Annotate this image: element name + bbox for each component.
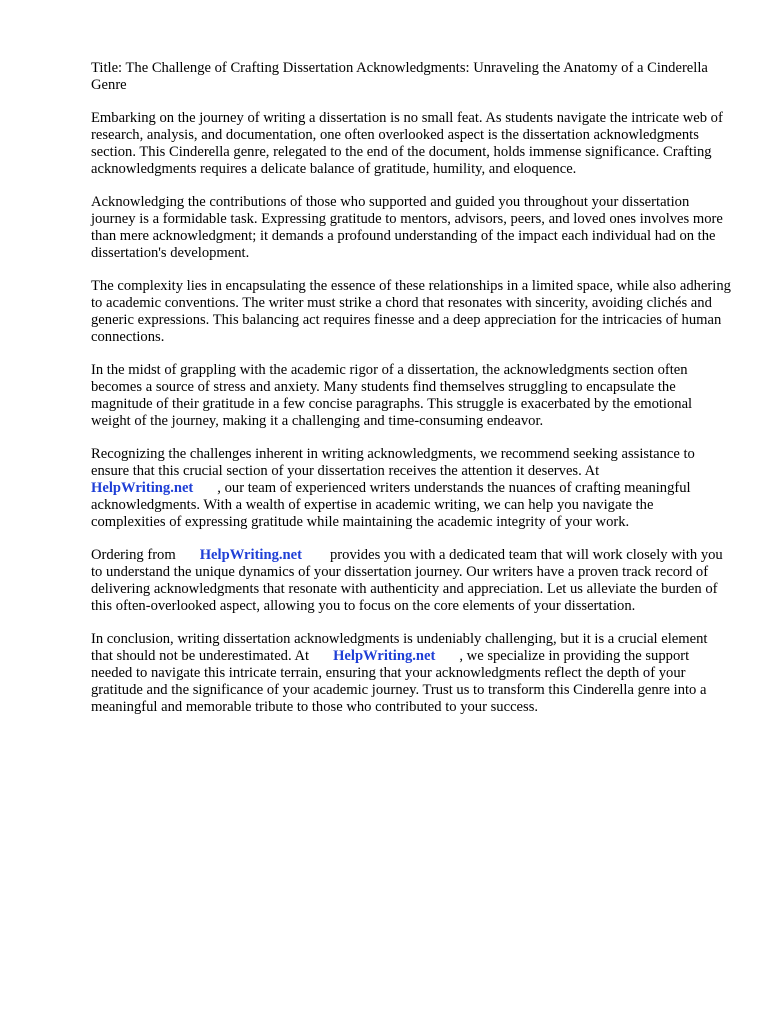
helpwriting-link-2[interactable]: HelpWriting.net: [199, 547, 302, 563]
document-body: [91, 60, 731, 732]
paragraph-conclusion-text-after: , we specialize in providing the support needed to navigate this intricate terrain, ensuring that your acknowledgments reflect the depth of your gratitude and the significance of your academic journey. Trust us to transform this Cinderella genre into a meaningful and memorable tribute to those who contributed to your success.: [91, 648, 707, 715]
paragraph-complexity: The complexity lies in encapsulating the essence of these relationships in a limited space, while also adhering to academic conventions. The writer must strike a chord that resonates with sincerity, avoiding clichés and generic expressions. This balancing act requires finesse and a deep appreciation for the intricacies of human connections.: [91, 278, 731, 345]
paragraph-ordering-text-before: Ordering from: [91, 547, 176, 563]
paragraph-recommendation-text-after: , our team of experienced writers understands the nuances of crafting meaningful acknowledgments. With a wealth of expertise in academic writing, we can help you navigate the complexities of expressing gratitude while maintaining the academic integrity of your work.: [91, 480, 691, 530]
helpwriting-link-1[interactable]: HelpWriting.net: [91, 480, 194, 496]
paragraph-ordering-text-after: provides you with a dedicated team that will work closely with you to understand the unique dynamics of your dissertation journey. Our writers have a proven track record of delivering acknowledgments that resonate with authenticity and appreciation. Let us alleviate the burden of this often-overlooked aspect, allowing you to focus on the core elements of your dissertation.: [91, 547, 723, 614]
paragraph-stress: In the midst of grappling with the academic rigor of a dissertation, the acknowledgments section often becomes a source of stress and anxiety. Many students find themselves struggling to encapsulate the magnitude of their gratitude in a few concise paragraphs. This struggle is exacerbated by the emotional weight of the journey, making it a challenging and time-consuming endeavor.: [91, 362, 693, 429]
paragraph-recommendation: [91, 446, 731, 531]
paragraph-conclusion: [91, 631, 731, 716]
document-title: Title: The Challenge of Crafting Dissertation Acknowledgments: Unraveling the Anatomy of a Cinderella Genre: [91, 60, 708, 93]
paragraph-ordering: [91, 547, 731, 615]
helpwriting-link-3[interactable]: HelpWriting.net: [333, 648, 436, 664]
paragraph-recommendation-text-before: Recognizing the challenges inherent in writing acknowledgments, we recommend seeking assistance to ensure that this crucial section of your dissertation receives the attention it deserves. At: [91, 446, 695, 479]
paragraph-intro: Embarking on the journey of writing a dissertation is no small feat. As students navigate the intricate web of research, analysis, and documentation, one often overlooked aspect is the dissertation acknowledgments section. This Cinderella genre, relegated to the end of the document, holds immense significance. Crafting acknowledgments requires a delicate balance of gratitude, humility, and eloquence.: [91, 110, 723, 177]
paragraph-contributions: Acknowledging the contributions of those who supported and guided you throughout your dissertation journey is a formidable task. Expressing gratitude to mentors, advisors, peers, and loved ones involves more than mere acknowledgment; it demands a profound understanding of the impact each individual had on the dissertation's development.: [91, 194, 723, 261]
paragraph-conclusion-text-before: In conclusion, writing dissertation acknowledgments is undeniably challenging, but it is a crucial element that should not be underestimated. At: [91, 631, 708, 664]
